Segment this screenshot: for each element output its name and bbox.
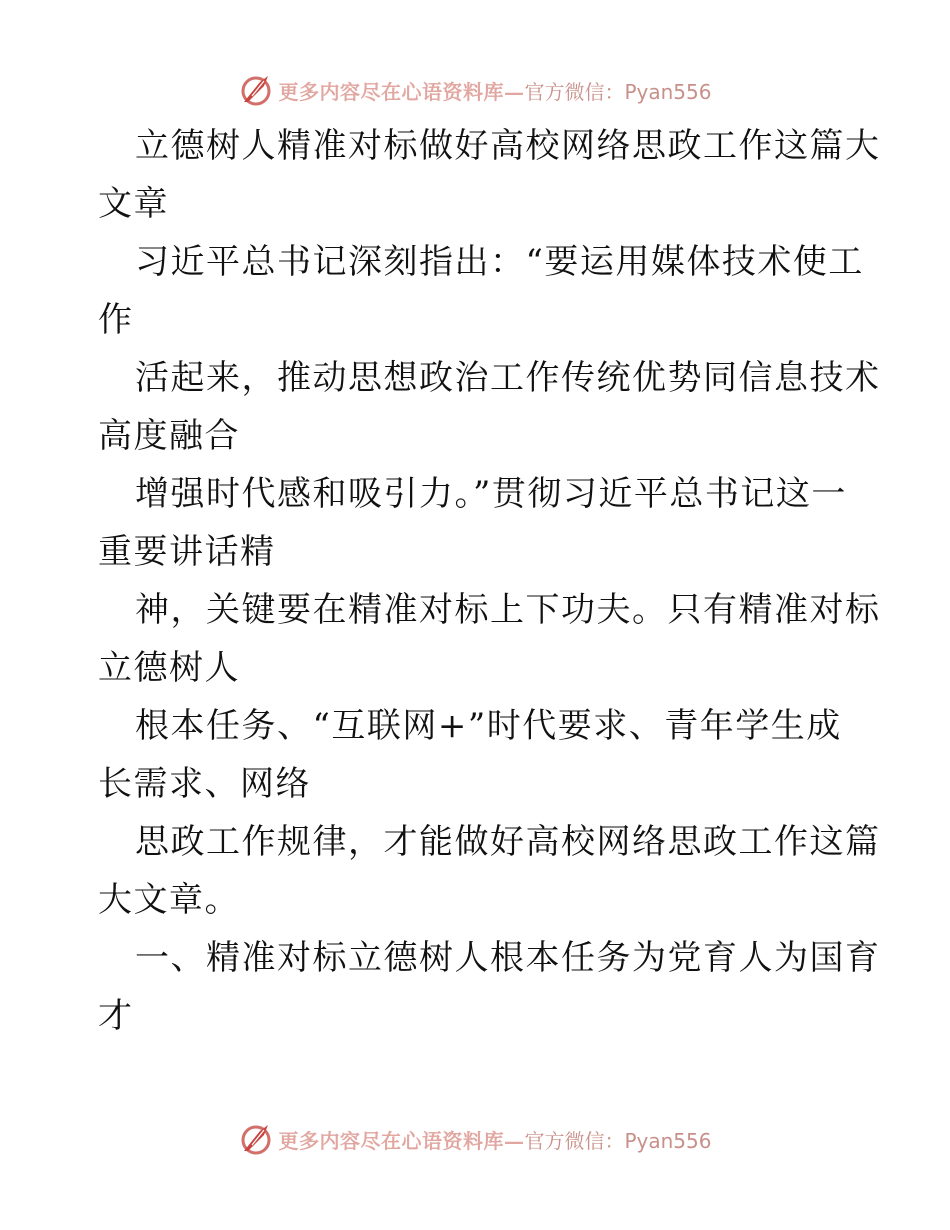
paragraph-line: 一、精准对标立德树人根本任务为党育人为国育 xyxy=(135,938,881,978)
footer-brand-text: 更多内容尽在心语资料库— xyxy=(278,1128,525,1153)
paragraph-line: 高度融合 xyxy=(98,416,240,456)
paragraph-line: 立德树人 xyxy=(98,648,240,688)
footer-wechat-text: 官方微信：Pyan556 xyxy=(524,1128,712,1153)
paragraph-line: 神，关键要在精准对标上下功夫。只有精准对标 xyxy=(135,590,881,630)
paragraph-line: 文章 xyxy=(98,184,169,224)
paragraph-line: 立德树人精准对标做好高校网络思政工作这篇大 xyxy=(135,126,881,166)
header-banner xyxy=(0,70,950,110)
paragraph-line: 根本任务、“互联网+”时代要求、青年学生成 xyxy=(135,706,842,746)
quill-pen-logo-icon xyxy=(238,1121,274,1157)
header-brand-text: 更多内容尽在心语资料库— xyxy=(278,79,525,104)
paragraph-line: 大文章。 xyxy=(98,880,240,920)
paragraph-line: 增强时代感和吸引力。”贯彻习近平总书记这一 xyxy=(135,474,847,514)
footer-banner xyxy=(0,1119,950,1159)
paragraph-line: 长需求、网络 xyxy=(98,764,311,804)
paragraph-line: 活起来，推动思想政治工作传统优势同信息技术 xyxy=(135,358,881,398)
paragraph-line: 重要讲话精 xyxy=(98,532,276,572)
paragraph-line: 作 xyxy=(98,300,134,340)
paragraph-line: 思政工作规律，才能做好高校网络思政工作这篇 xyxy=(135,822,881,862)
document-body xyxy=(98,117,881,1045)
paragraph-line: 才 xyxy=(98,996,134,1036)
header-wechat-text: 官方微信：Pyan556 xyxy=(524,79,712,104)
paragraph-line: 习近平总书记深刻指出：“要运用媒体技术使工 xyxy=(135,242,864,282)
quill-pen-logo-icon xyxy=(238,72,274,108)
